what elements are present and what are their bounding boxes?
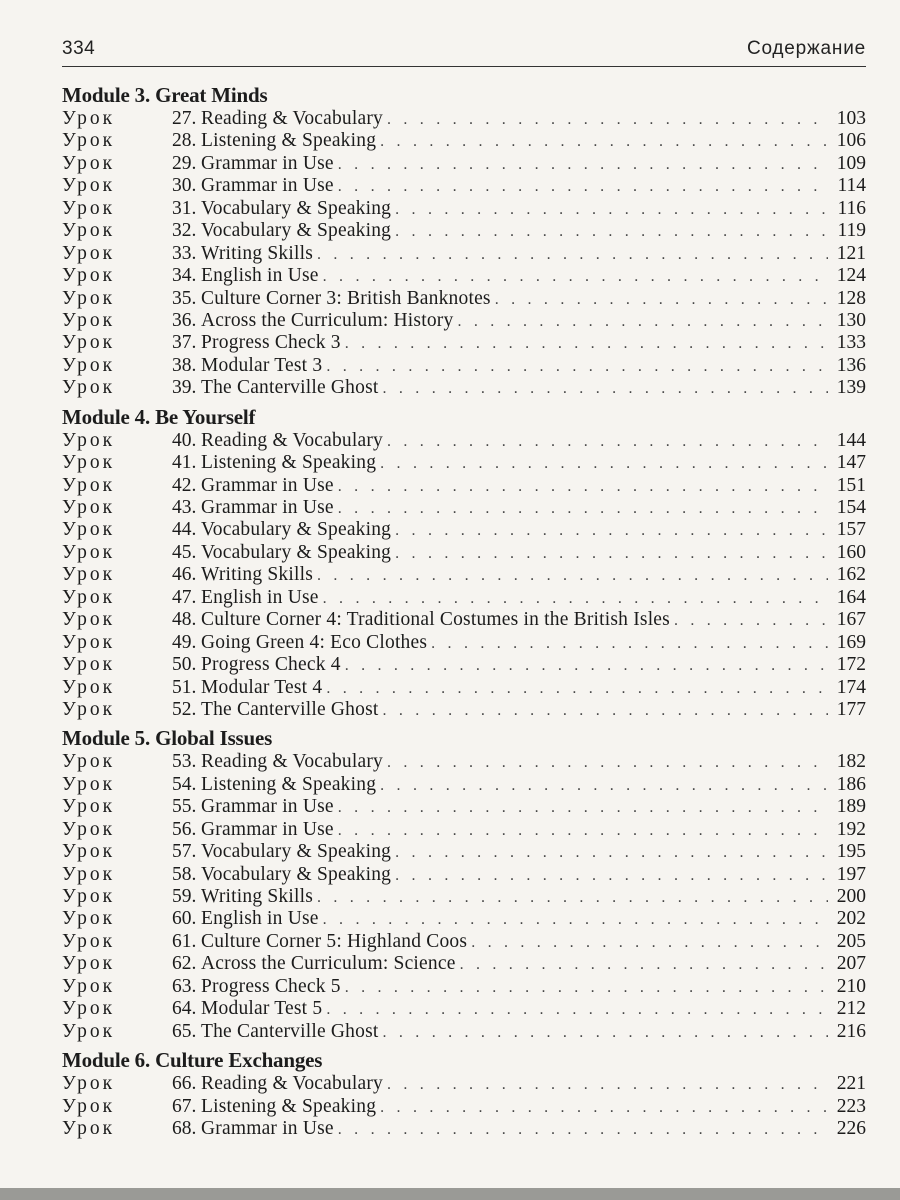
lesson-number: 31. [172, 197, 197, 219]
toc-entry [62, 288, 866, 310]
dot-leader [338, 797, 828, 819]
page-ref: 160 [836, 541, 866, 563]
lesson-word: Урок [62, 1095, 116, 1117]
lesson-word: Урок [62, 429, 116, 451]
dot-leader [387, 109, 828, 131]
lesson-word: Урок [62, 930, 116, 952]
lesson-word: Урок [62, 287, 116, 309]
dot-leader [323, 266, 828, 288]
lesson-word: Урок [62, 631, 116, 653]
page-ref: 151 [836, 474, 866, 496]
page-ref: 167 [836, 609, 866, 631]
toc-entry [62, 654, 866, 676]
toc-entry [62, 908, 866, 930]
lesson-word: Урок [62, 541, 116, 563]
page-ref: 128 [836, 287, 866, 309]
dot-leader [395, 520, 828, 542]
toc-entry [62, 475, 866, 497]
lesson-word: Урок [62, 354, 116, 376]
page-ref: 130 [836, 309, 866, 331]
dot-leader [383, 378, 829, 400]
lesson-number: 58. [172, 863, 197, 885]
page-bottom-edge [0, 1188, 900, 1200]
dot-leader [387, 431, 828, 453]
lesson-title: The Canterville Ghost [201, 1020, 379, 1042]
toc-entry [62, 931, 866, 953]
dot-leader [380, 775, 828, 797]
dot-leader [345, 655, 828, 677]
toc-entry [62, 774, 866, 796]
page-ref: 174 [836, 676, 866, 698]
lesson-word: Урок [62, 452, 116, 474]
page-ref: 164 [836, 586, 866, 608]
lesson-number: 39. [172, 377, 197, 399]
dot-leader [395, 865, 828, 887]
lesson-number: 68. [172, 1117, 197, 1139]
toc-entry [62, 542, 866, 564]
header-divider [62, 66, 866, 67]
lesson-number: 62. [172, 953, 197, 975]
dot-leader [380, 1097, 828, 1119]
lesson-title: Vocabulary & Speaking [201, 220, 392, 242]
lesson-title: The Canterville Ghost [201, 377, 379, 399]
lesson-title: Reading & Vocabulary [201, 108, 383, 129]
lesson-word: Урок [62, 609, 116, 631]
lesson-title: Across the Curriculum: History [201, 309, 454, 331]
lesson-word: Урок [62, 586, 116, 608]
lesson-word: Урок [62, 886, 116, 907]
dot-leader [323, 588, 828, 610]
lesson-title: Writing Skills [201, 242, 313, 264]
dot-leader [395, 543, 828, 565]
module-title: Module 4. Be Yourself [62, 404, 256, 429]
dot-leader [395, 842, 828, 864]
page-ref: 186 [836, 773, 866, 795]
lesson-title: Progress Check 5 [201, 975, 341, 997]
page-ref: 109 [836, 152, 866, 174]
dot-leader [471, 932, 828, 954]
lesson-title: Listening & Speaking [201, 773, 377, 795]
lesson-number: 48. [172, 609, 197, 631]
page-ref: 169 [836, 631, 866, 653]
module-section [62, 725, 866, 1043]
lesson-number: 49. [172, 631, 197, 653]
dot-leader [338, 820, 828, 842]
lesson-word: Урок [62, 309, 116, 331]
toc-entry [62, 175, 866, 197]
dot-leader [380, 453, 828, 475]
page-number: 334 [62, 38, 96, 59]
page-ref: 103 [836, 108, 866, 129]
lesson-number: 53. [172, 751, 197, 773]
module-title: Module 3. Great Minds [62, 83, 268, 107]
page-ref: 226 [836, 1117, 866, 1139]
lesson-title: English in Use [201, 586, 319, 608]
lesson-title: Vocabulary & Speaking [201, 519, 392, 541]
lesson-number: 43. [172, 497, 197, 518]
page-ref: 192 [836, 818, 866, 840]
lesson-title: Grammar in Use [201, 818, 334, 840]
lesson-word: Урок [62, 377, 116, 399]
lesson-title: Grammar in Use [201, 474, 334, 496]
dot-leader [431, 633, 828, 655]
toc-entry [62, 220, 866, 242]
lesson-word: Урок [62, 242, 116, 264]
module-section [62, 1047, 866, 1140]
lesson-number: 27. [172, 108, 197, 129]
lesson-word: Урок [62, 998, 116, 1020]
lesson-title: Modular Test 4 [201, 676, 323, 698]
lesson-number: 34. [172, 265, 197, 287]
page-ref: 119 [837, 220, 866, 242]
lesson-title: Reading & Vocabulary [201, 429, 383, 451]
lesson-number: 50. [172, 654, 197, 676]
dot-leader [457, 311, 828, 333]
dot-leader [380, 131, 828, 153]
toc-entry [62, 998, 866, 1020]
dot-leader [326, 356, 828, 378]
dot-leader [317, 244, 828, 266]
toc-entry [62, 632, 866, 654]
dot-leader [326, 678, 828, 700]
page-ref: 133 [836, 332, 866, 354]
lesson-title: The Canterville Ghost [201, 698, 379, 720]
toc-entry [62, 677, 866, 699]
lesson-word: Урок [62, 564, 116, 586]
dot-leader [345, 977, 828, 999]
dot-leader [674, 610, 828, 632]
page-ref: 139 [836, 377, 866, 399]
dot-leader [323, 909, 828, 931]
dot-leader [460, 954, 828, 976]
section-title: Содержание [746, 38, 866, 59]
toc-entry [62, 699, 866, 721]
lesson-word: Урок [62, 197, 116, 219]
lesson-word: Урок [62, 474, 116, 496]
lesson-number: 61. [172, 930, 197, 952]
lesson-number: 41. [172, 452, 197, 474]
lesson-title: Across the Curriculum: Science [201, 953, 456, 975]
lesson-word: Урок [62, 130, 116, 152]
lesson-title: Writing Skills [201, 886, 313, 907]
lesson-number: 60. [172, 908, 197, 930]
lesson-number: 46. [172, 564, 197, 586]
dot-leader [317, 565, 828, 587]
page-ref: 154 [836, 497, 866, 518]
lesson-title: Listening & Speaking [201, 1095, 377, 1117]
page-ref: 124 [836, 265, 866, 287]
lesson-word: Урок [62, 751, 116, 773]
lesson-number: 35. [172, 287, 197, 309]
toc-entry [62, 430, 866, 452]
dot-leader [395, 221, 828, 243]
page-ref: 207 [836, 953, 866, 975]
lesson-number: 42. [172, 474, 197, 496]
page-ref: 205 [836, 930, 866, 952]
dot-leader [317, 887, 828, 909]
lesson-title: Vocabulary & Speaking [201, 863, 392, 885]
page-ref: 121 [836, 242, 866, 264]
lesson-title: Culture Corner 5: Highland Coos [201, 930, 468, 952]
lesson-number: 36. [172, 309, 197, 331]
toc-entry [62, 243, 866, 265]
lesson-title: Vocabulary & Speaking [201, 197, 392, 219]
page-ref: 221 [836, 1073, 866, 1095]
page-ref: 114 [837, 175, 866, 197]
page-ref: 200 [836, 886, 866, 907]
lesson-number: 54. [172, 773, 197, 795]
lesson-word: Урок [62, 953, 116, 975]
dot-leader [395, 199, 828, 221]
page-ref: 210 [836, 975, 866, 997]
lesson-title: Modular Test 5 [201, 998, 323, 1020]
lesson-word: Урок [62, 698, 116, 720]
page-ref: 223 [836, 1095, 866, 1117]
page-ref: 157 [836, 519, 866, 541]
lesson-word: Урок [62, 654, 116, 676]
lesson-title: Vocabulary & Speaking [201, 541, 392, 563]
dot-leader [338, 1119, 828, 1141]
lesson-word: Урок [62, 1073, 116, 1095]
lesson-word: Урок [62, 497, 116, 518]
page-ref: 147 [836, 452, 866, 474]
dot-leader [338, 498, 828, 520]
lesson-number: 47. [172, 586, 197, 608]
toc-entry [62, 564, 866, 586]
dot-leader [338, 476, 828, 498]
toc-entry [62, 587, 866, 609]
lesson-number: 67. [172, 1095, 197, 1117]
lesson-title: Grammar in Use [201, 1117, 334, 1139]
lesson-title: Grammar in Use [201, 796, 334, 818]
lesson-word: Урок [62, 863, 116, 885]
toc-entry [62, 953, 866, 975]
lesson-title: Grammar in Use [201, 152, 334, 174]
toc-entry [62, 355, 866, 377]
lesson-number: 29. [172, 152, 197, 174]
lesson-number: 64. [172, 998, 197, 1020]
lesson-title: Reading & Vocabulary [201, 751, 383, 773]
page-ref: 195 [836, 841, 866, 863]
lesson-number: 45. [172, 541, 197, 563]
lesson-word: Урок [62, 676, 116, 698]
toc-entry [62, 108, 866, 130]
lesson-title: Progress Check 3 [201, 332, 341, 354]
lesson-number: 37. [172, 332, 197, 354]
lesson-number: 44. [172, 519, 197, 541]
lesson-word: Урок [62, 773, 116, 795]
module-section [62, 82, 866, 400]
page-ref: 177 [836, 698, 866, 720]
lesson-number: 51. [172, 676, 197, 698]
toc-entry [62, 796, 866, 818]
toc-entry [62, 153, 866, 175]
lesson-word: Урок [62, 519, 116, 541]
lesson-number: 57. [172, 841, 197, 863]
page-ref: 116 [837, 197, 866, 219]
toc-entry [62, 751, 866, 773]
lesson-word: Урок [62, 818, 116, 840]
lesson-title: Listening & Speaking [201, 130, 377, 152]
dot-leader [383, 700, 829, 722]
page-ref: 162 [836, 564, 866, 586]
toc-entry [62, 1096, 866, 1118]
toc-entry [62, 1073, 866, 1095]
lesson-number: 28. [172, 130, 197, 152]
lesson-word: Урок [62, 152, 116, 174]
lesson-word: Урок [62, 220, 116, 242]
dot-leader [345, 333, 828, 355]
lesson-word: Урок [62, 975, 116, 997]
lesson-number: 40. [172, 429, 197, 451]
lesson-word: Урок [62, 1117, 116, 1139]
lesson-word: Урок [62, 108, 116, 129]
lesson-number: 59. [172, 886, 197, 907]
lesson-title: English in Use [201, 908, 319, 930]
lesson-number: 56. [172, 818, 197, 840]
dot-leader [387, 752, 828, 774]
page-ref: 144 [836, 429, 866, 451]
lesson-word: Урок [62, 1020, 116, 1042]
lesson-title: Culture Corner 3: British Banknotes [201, 287, 491, 309]
lesson-number: 33. [172, 242, 197, 264]
toc-entry [62, 130, 866, 152]
module-title: Module 5. Global Issues [62, 726, 273, 751]
lesson-title: Grammar in Use [201, 497, 334, 518]
lesson-number: 30. [172, 175, 197, 197]
lesson-number: 38. [172, 354, 197, 376]
toc-entry [62, 265, 866, 287]
page-ref: 182 [836, 751, 866, 773]
lesson-number: 52. [172, 698, 197, 720]
toc-entry [62, 519, 866, 541]
lesson-title: Modular Test 3 [201, 354, 323, 376]
toc-entry [62, 377, 866, 399]
lesson-word: Урок [62, 796, 116, 818]
dot-leader [338, 176, 828, 198]
page-header [62, 38, 866, 66]
toc-entry [62, 1118, 866, 1140]
module-section [62, 404, 866, 722]
toc-entry [62, 332, 866, 354]
dot-leader [383, 1022, 829, 1044]
toc-entry [62, 452, 866, 474]
lesson-title: Going Green 4: Eco Clothes [201, 631, 428, 653]
lesson-number: 63. [172, 975, 197, 997]
lesson-title: Grammar in Use [201, 175, 334, 197]
toc-entry [62, 310, 866, 332]
module-title: Module 6. Culture Exchanges [62, 1048, 323, 1073]
table-of-contents [62, 82, 866, 1144]
dot-leader [326, 999, 828, 1021]
page-ref: 197 [836, 863, 866, 885]
lesson-number: 32. [172, 220, 197, 242]
lesson-title: Reading & Vocabulary [201, 1073, 383, 1095]
toc-entry [62, 864, 866, 886]
toc-entry [62, 609, 866, 631]
toc-entry [62, 886, 866, 908]
lesson-number: 65. [172, 1020, 197, 1042]
lesson-title: English in Use [201, 265, 319, 287]
lesson-word: Урок [62, 332, 116, 354]
toc-entry [62, 841, 866, 863]
page-ref: 136 [836, 354, 866, 376]
dot-leader [387, 1074, 828, 1096]
dot-leader [495, 289, 828, 311]
lesson-title: Vocabulary & Speaking [201, 841, 392, 863]
lesson-title: Writing Skills [201, 564, 313, 586]
page-ref: 212 [836, 998, 866, 1020]
toc-entry [62, 976, 866, 998]
lesson-number: 55. [172, 796, 197, 818]
page-ref: 189 [836, 796, 866, 818]
lesson-word: Урок [62, 175, 116, 197]
toc-entry [62, 819, 866, 841]
toc-entry [62, 198, 866, 220]
lesson-title: Progress Check 4 [201, 654, 341, 676]
toc-entry [62, 1021, 866, 1043]
page-ref: 106 [836, 130, 866, 152]
lesson-word: Урок [62, 908, 116, 930]
page-ref: 216 [836, 1020, 866, 1042]
lesson-word: Урок [62, 841, 116, 863]
lesson-number: 66. [172, 1073, 197, 1095]
lesson-title: Listening & Speaking [201, 452, 377, 474]
page-ref: 202 [836, 908, 866, 930]
toc-entry [62, 497, 866, 519]
dot-leader [338, 154, 828, 176]
page-ref: 172 [836, 654, 866, 676]
lesson-word: Урок [62, 265, 116, 287]
lesson-title: Culture Corner 4: Traditional Costumes in the British Isles [201, 609, 670, 631]
